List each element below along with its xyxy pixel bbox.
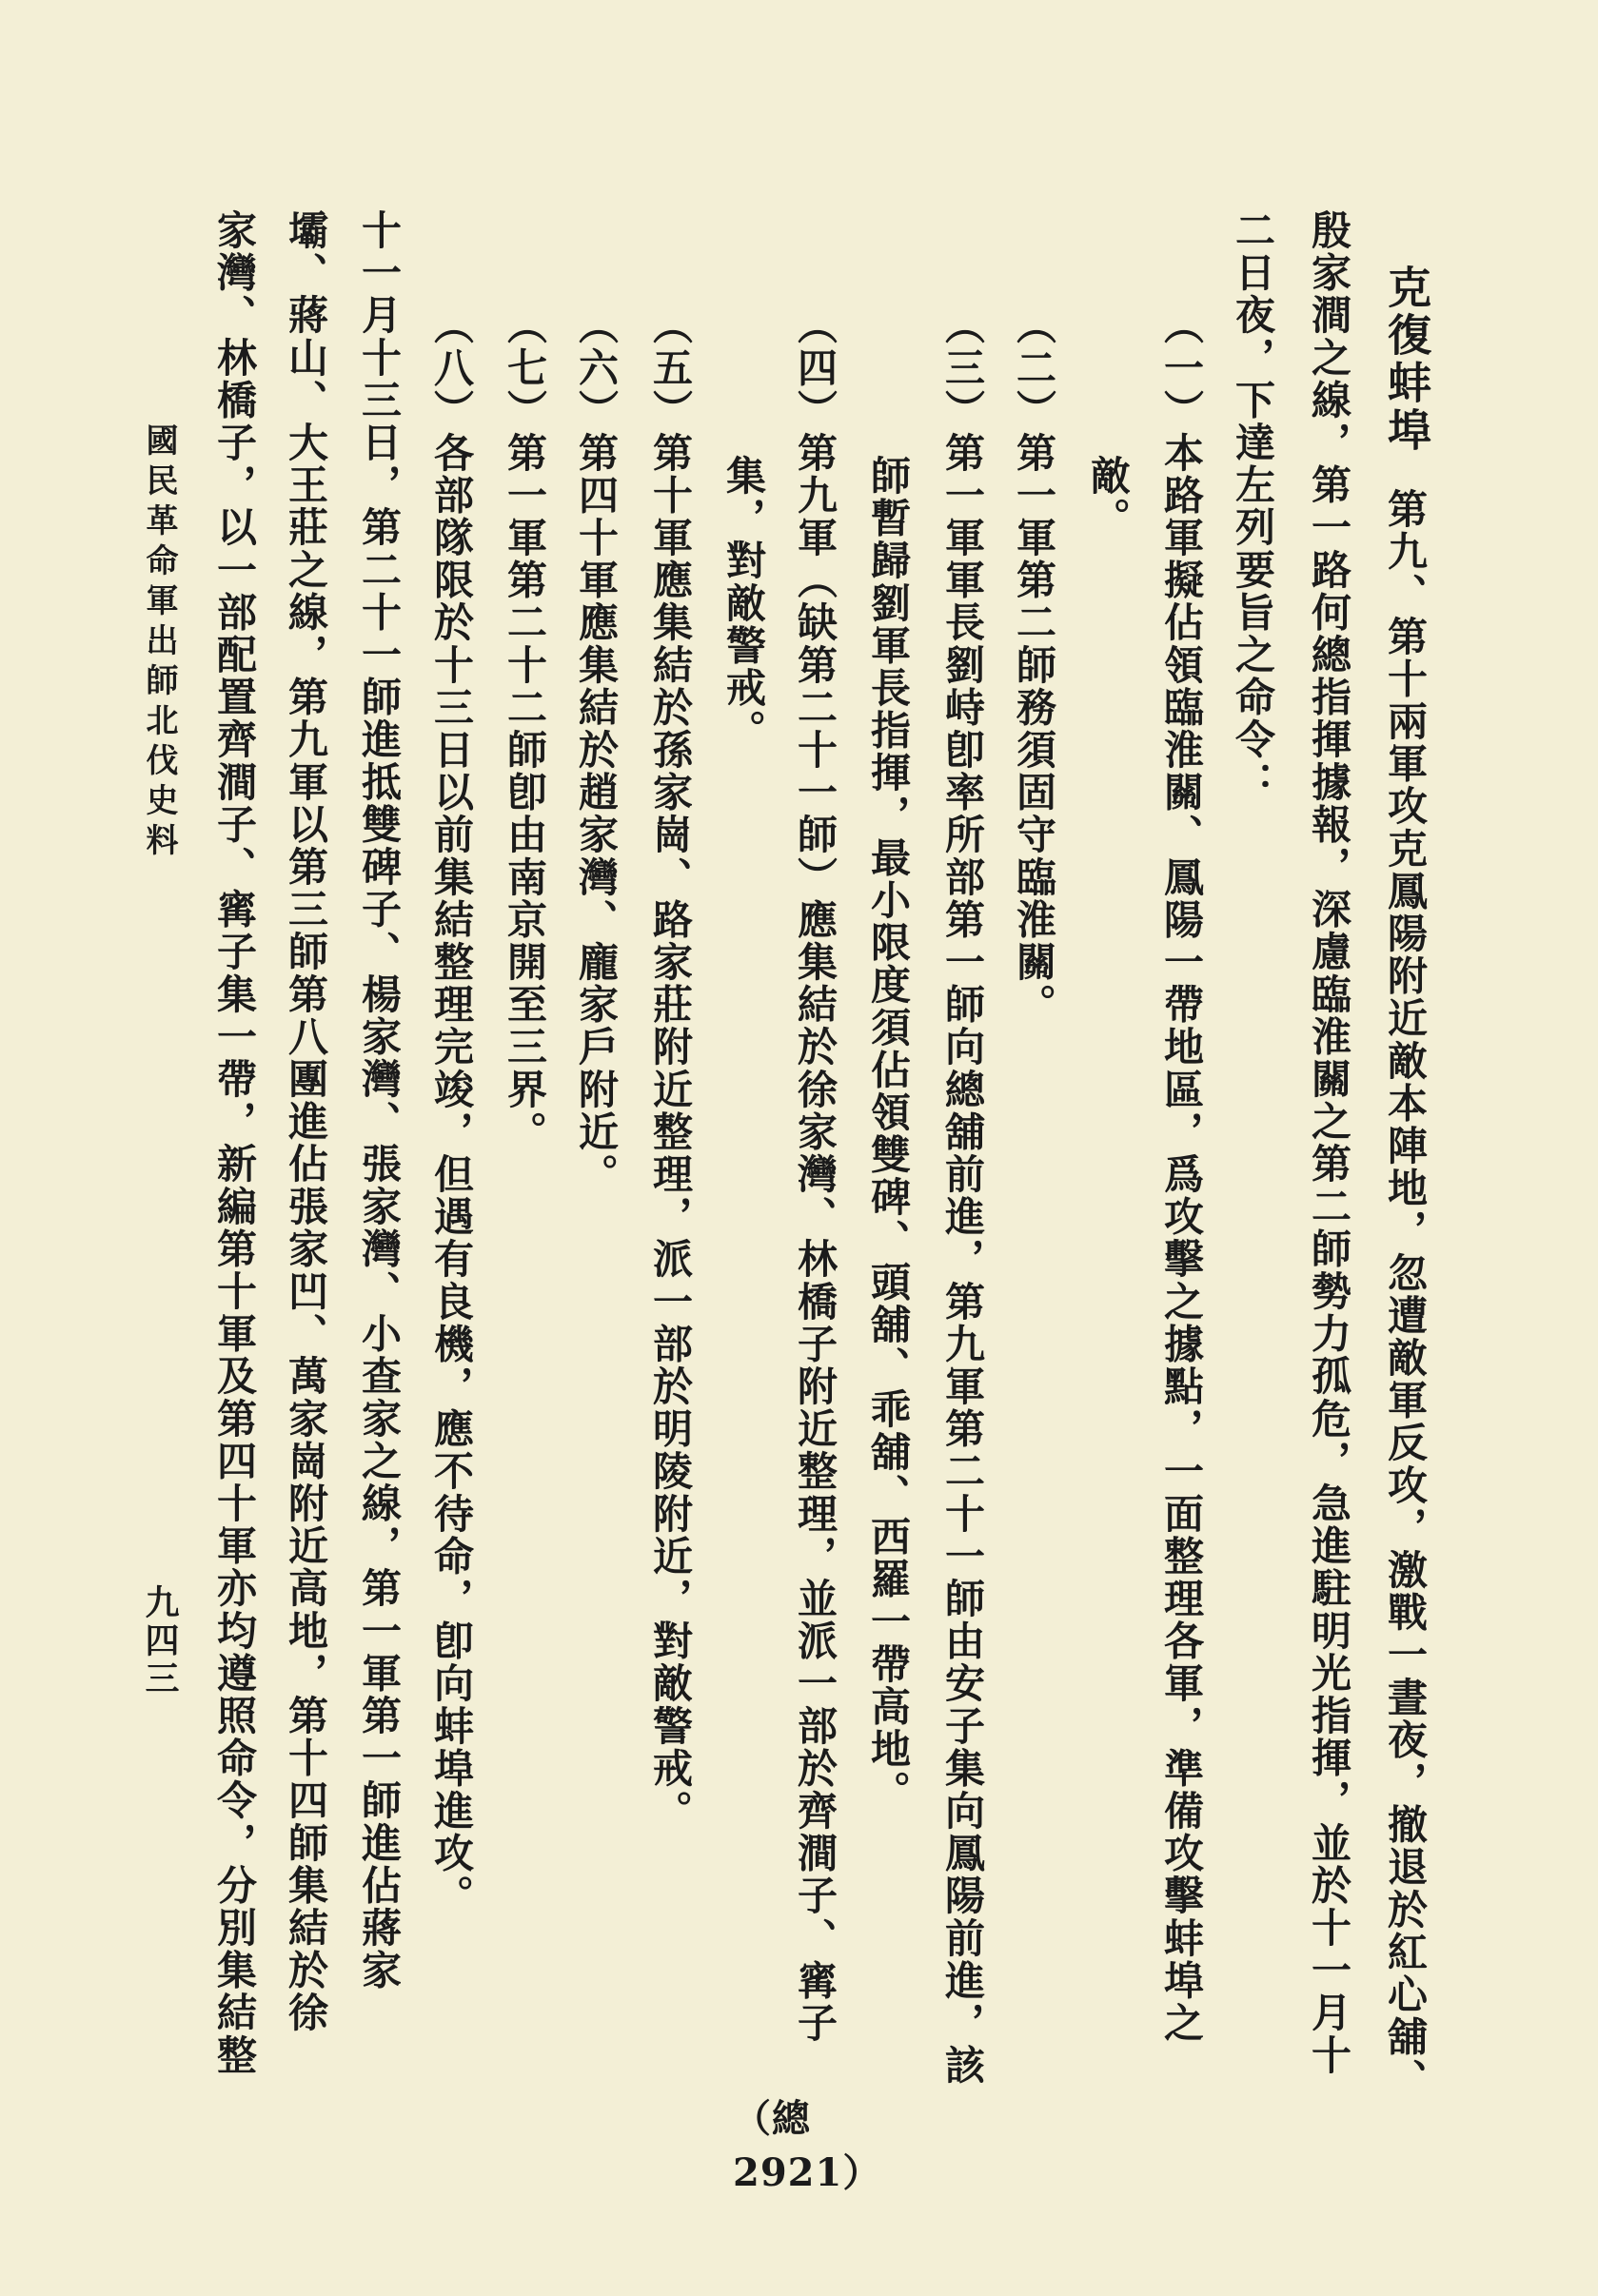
text-column: 集，對敵警戒。: [720, 455, 767, 753]
text-column: 十一月十三日，第二十一師進抵雙碑子、楊家灣、張家灣、小查家之線，第一軍第一師進佔蔣家: [356, 209, 403, 1992]
text-column: （三）第一軍軍長劉峙卽率所部第一師向總舖前進，第九軍第二十一師由安子集向鳳陽前進，該: [939, 304, 986, 2088]
text-column: （四）第九軍（缺第二十一師）應集結於徐家灣、林橋子附近整理，並派一部於齊澗子、寗子: [792, 304, 838, 2045]
text-column: （七）第一軍第二十二師卽由南京開至三界。: [502, 304, 548, 1153]
text-column: （八）各部隊限於十三日以前集結整理完竣，但遇有良機，應不待命，卽向蚌埠進攻。: [428, 304, 475, 1917]
text-column: 第九、第十兩軍攻克鳳陽附近敵本陣地，忽遭敵軍反攻，激戰一晝夜，撤退於紅心舖、: [1382, 488, 1429, 2101]
text-column: 二日夜，下達左列要旨之命令：: [1230, 209, 1276, 804]
serial-page-number: （總2921）: [733, 2096, 882, 2195]
page-number: 九四三: [140, 1584, 180, 1698]
text-column: 壩、蔣山、大王莊之線，第九軍以第三師第八團進佔張家凹、萬家崗附近高地，第十四師集結於徐: [283, 209, 329, 2034]
text-column: 師暫歸劉軍長指揮，最小限度須佔領雙碑、頭舖、乖舖、西羅一帶高地。: [865, 455, 912, 1814]
text-column: 敵。: [1085, 455, 1132, 540]
text-column: （二）第一軍第二師務須固守臨淮關。: [1011, 304, 1057, 1027]
text-column: （五）第十軍應集結於孫家崗、路家莊附近整理，派一部於明陵附近，對敵警戒。: [647, 304, 694, 1833]
text-column: 殷家澗之線，第一路何總指揮據報，深慮臨淮關之第二師勢力孤危，急進駐明光指揮，並於十一月十: [1306, 209, 1352, 2077]
section-title: 克復蚌埠: [1381, 265, 1432, 455]
text-column: （六）第四十軍應集結於趙家灣、龐家戶附近。: [573, 304, 620, 1196]
text-column: 家灣、林橋子，以一部配置齊澗子、寗子集一帶，新編第十軍及第四十軍亦均遵照命令，分別集結整: [211, 209, 258, 2077]
text-column: （一）本路軍擬佔領臨淮關、鳳陽一帶地區，爲攻擊之據點，一面整理各軍，準備攻擊蚌埠之: [1158, 304, 1205, 2045]
book-title: 國民革命軍出師北伐史料: [140, 423, 178, 863]
